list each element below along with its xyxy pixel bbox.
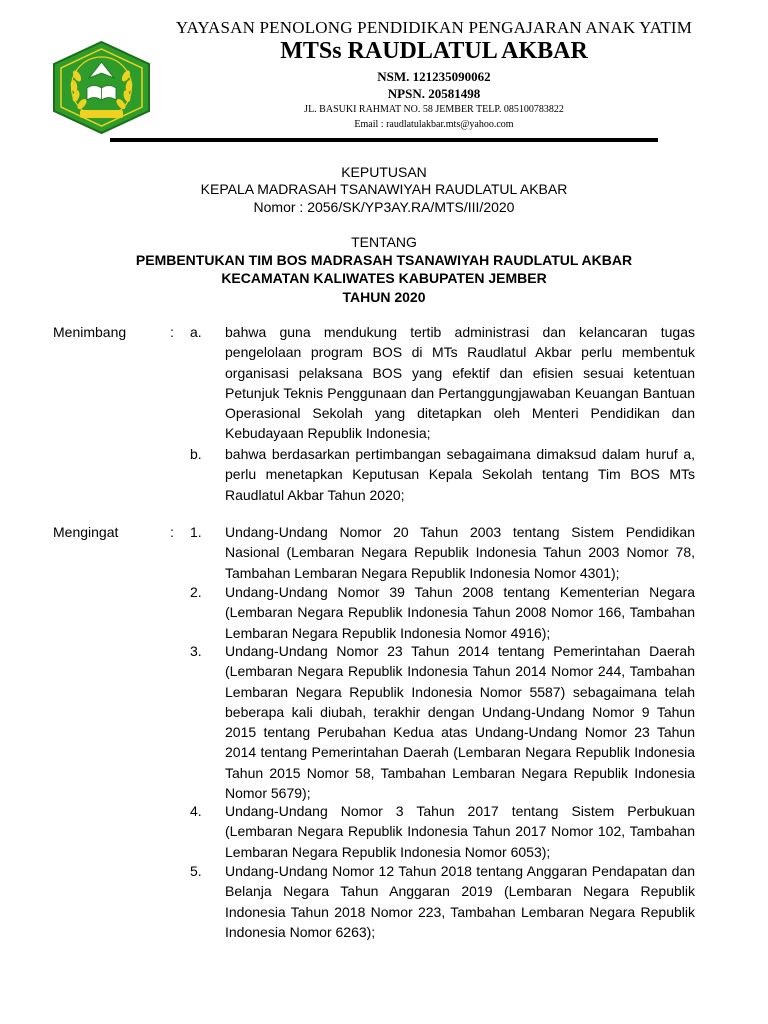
- letterhead-divider: [110, 138, 658, 142]
- menimbang-colon: :: [170, 324, 174, 340]
- list-marker: a.: [190, 324, 202, 340]
- school-address: JL. BASUKI RAHMAT NO. 58 JEMBER TELP. 085100783822: [304, 104, 564, 115]
- npsn-number: NPSN. 20581498: [387, 86, 481, 101]
- mengingat-colon: :: [170, 524, 174, 540]
- mengingat-label: Mengingat: [53, 524, 119, 540]
- list-marker: b.: [190, 446, 202, 462]
- list-marker: 2.: [190, 584, 202, 600]
- decree-number: Nomor : 2056/SK/YP3AY.RA/MTS/III/2020: [253, 199, 515, 215]
- foundation-name: YAYASAN PENOLONG PENDIDIKAN PENGAJARAN ANAK YATIM: [175, 18, 693, 37]
- list-item-text: bahwa berdasarkan pertimbangan sebagaimana dimaksud dalam huruf a, perlu menetapkan Keputusan Kepala Sekolah tentang Tim BOS MTs Raudlatul Akbar Tahun 2020;: [225, 446, 695, 503]
- list-marker: 3.: [190, 643, 202, 659]
- school-name: MTSs RAUDLATUL AKBAR: [280, 38, 588, 64]
- nsm-number: NSM. 121235090062: [377, 69, 491, 84]
- subject-line-2: KECAMATAN KALIWATES KABUPATEN JEMBER: [221, 270, 547, 286]
- decree-heading: KEPUTUSAN: [341, 164, 427, 180]
- list-item-text: Undang-Undang Nomor 39 Tahun 2008 tentang Kementerian Negara (Lembaran Negara Republik Indonesia Tahun 2008 Nomor 166, Tambahan Lembaran Negara Republik Indonesia Nomor 4916);: [225, 584, 695, 641]
- school-email: Email : raudlatulakbar.mts@yahoo.com: [354, 119, 514, 130]
- subject-line-3: TAHUN 2020: [342, 289, 426, 305]
- subject-heading: TENTANG: [351, 234, 417, 250]
- list-marker: 1.: [190, 524, 202, 540]
- subject-line-1: PEMBENTUKAN TIM BOS MADRASAH TSANAWIYAH RAUDLATUL AKBAR: [135, 252, 633, 268]
- list-item-text: Undang-Undang Nomor 23 Tahun 2014 tentang Pemerintahan Daerah (Lembaran Negara Republik Indonesia Tahun 2014 Nomor 244, Tambahan Lembaran Negara Republik Indonesia Nomor 5587) sebagaimana telah beberapa kali diubah, terakhir dengan Undang-Undang Nomor 9 Tahun 2015 tentang Perubahan Kedua atas Undang-Undang Nomor 23 Tahun 2014 tentang Pemerintahan Daerah (Lembaran Negara Republik Indonesia Tahun 2015 Nomor 58, Tambahan Lembaran Negara Republik Indonesia Nomor 5679);: [225, 643, 695, 802]
- menimbang-label: Menimbang: [53, 324, 127, 340]
- list-item-text: Undang-Undang Nomor 12 Tahun 2018 tentang Anggaran Pendapatan dan Belanja Negara Tahun Anggaran 2019 (Lembaran Negara Republik Indonesia Tahun 2018 Nomor 223, Tambahan Lembaran Negara Republik Indonesia Nomor 6263);: [225, 863, 695, 940]
- list-item-text: Undang-Undang Nomor 3 Tahun 2017 tentang Sistem Perbukuan (Lembaran Negara Republik Indonesia Tahun 2017 Nomor 102, Tambahan Lembaran Negara Republik Indonesia Nomor 6053);: [225, 803, 695, 860]
- decree-issuer: KEPALA MADRASAH TSANAWIYAH RAUDLATUL AKBAR: [200, 181, 568, 197]
- list-marker: 5.: [190, 863, 202, 879]
- list-item-text: bahwa guna mendukung tertib administrasi dan kelancaran tugas pengelolaan program BOS di MTs Raudlatul Akbar perlu membentuk organisasi pelaksana BOS yang efektif dan efisien sesuai ketentuan Petunjuk Teknis Penggunaan dan Pertanggungjawaban Keuangan Bantuan Operasional Sekolah yang ditetapkan oleh Menteri Pendidikan dan Kebudayaan Republik Indonesia;: [225, 324, 695, 442]
- list-marker: 4.: [190, 803, 202, 819]
- list-item-text: Undang-Undang Nomor 20 Tahun 2003 tentang Sistem Pendidikan Nasional (Lembaran Negara Republik Indonesia Tahun 2003 Nomor 78, Tambahan Lembaran Negara Republik Indonesia Nomor 4301);: [225, 524, 695, 581]
